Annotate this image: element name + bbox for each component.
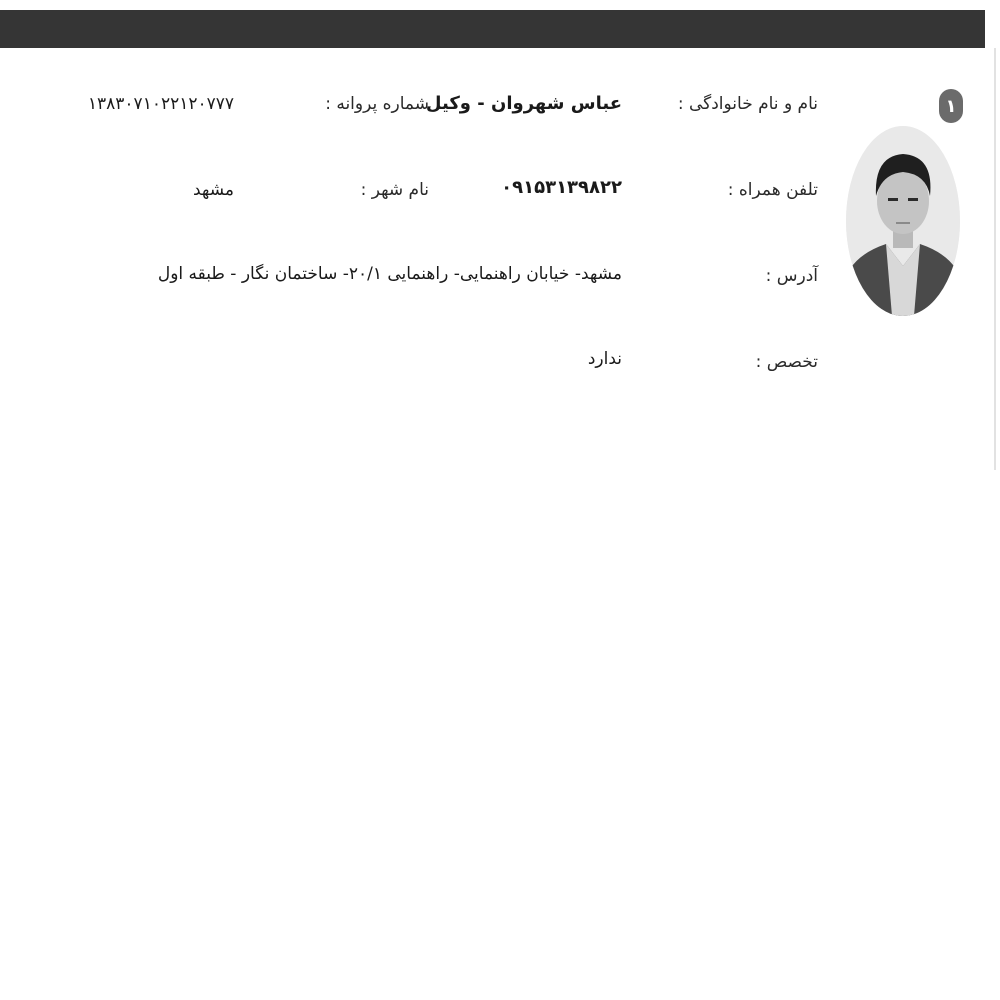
- city-label: نام شهر :: [360, 180, 429, 200]
- header-bar: [0, 10, 985, 48]
- license-value: ۱۳۸۳۰۷۱۰۲۲۱۲۰۷۷۷: [87, 94, 234, 114]
- address-value: مشهد- خیابان راهنمایی- راهنمایی ۲۰/۱- ساختمان نگار - طبقه اول: [157, 264, 622, 284]
- address-label: آدرس :: [765, 266, 818, 286]
- result-index-badge: ۱: [939, 89, 963, 123]
- specialty-label: تخصص :: [755, 352, 818, 372]
- phone-label: تلفن همراه :: [727, 180, 818, 200]
- city-value: مشهد: [192, 180, 234, 200]
- lawyer-avatar: [846, 126, 960, 316]
- license-label: شماره پروانه :: [325, 94, 429, 114]
- name-value: عباس شهروان - وکیل: [425, 93, 622, 114]
- phone-value[interactable]: ۰۹۱۵۳۱۳۹۸۲۲: [501, 177, 622, 198]
- portrait-icon: [846, 126, 960, 316]
- specialty-value: ندارد: [587, 349, 622, 369]
- name-label: نام و نام خانوادگی :: [677, 94, 818, 114]
- scrollbar-track[interactable]: [994, 48, 996, 470]
